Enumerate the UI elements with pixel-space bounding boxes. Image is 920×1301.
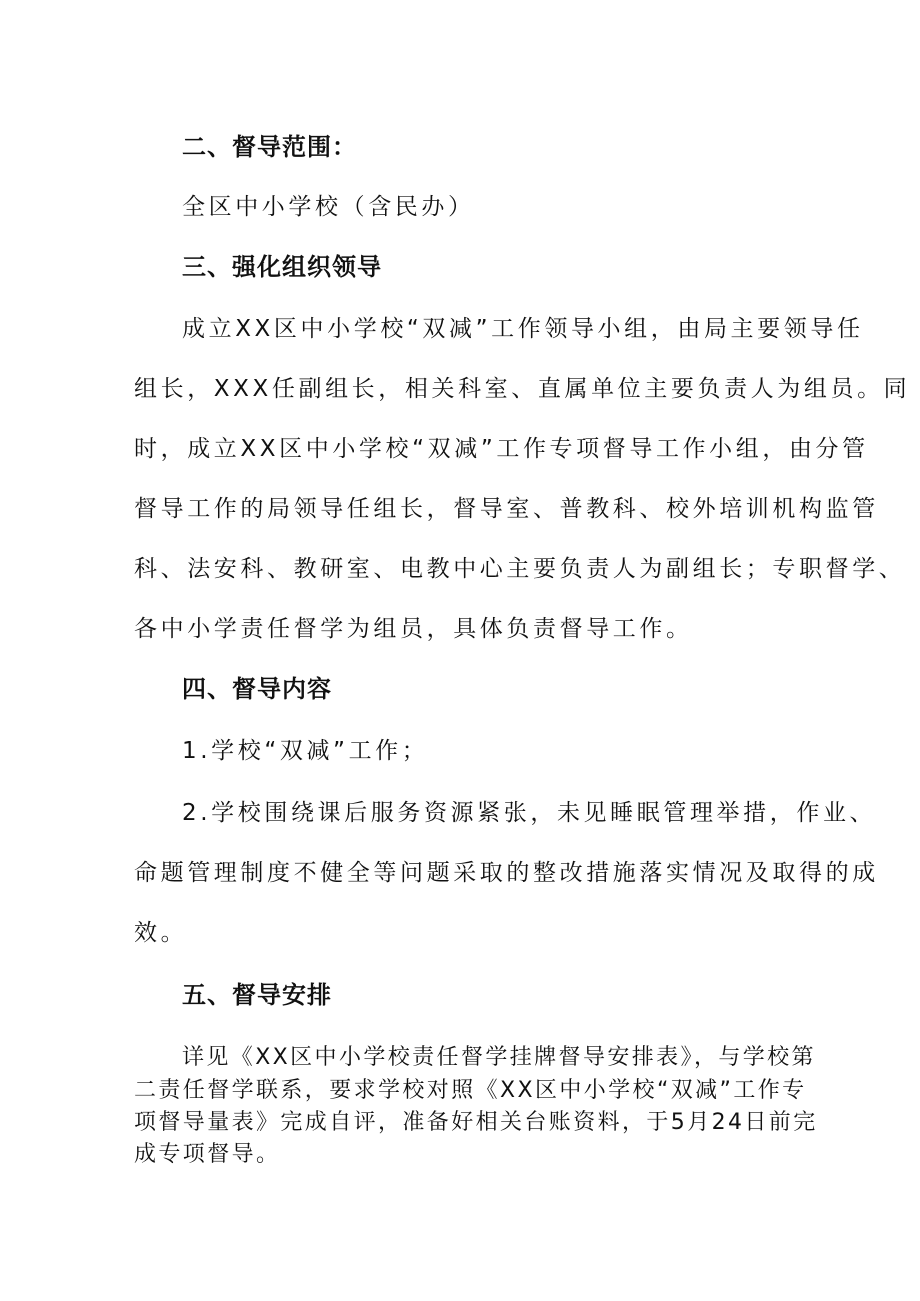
section3-line: 科、法安科、教研室、电教中心主要负责人为副组长；专职督学、: [134, 556, 906, 582]
section5-heading: 五、督导安排: [182, 981, 332, 1009]
section5-line: 二责任督学联系，要求学校对照《XX区中小学校“双减”工作专: [134, 1078, 807, 1103]
section3-line: 时，成立XX区中小学校“双减”工作专项督导工作小组，由分管: [134, 436, 869, 462]
section5-line: 项督导量表》完成自评，准备好相关台账资料，于5月24日前完: [134, 1110, 818, 1135]
section4-item2-line: 效。: [134, 920, 188, 946]
section3-line: 成立XX区中小学校“双减”工作领导小组，由局主要领导任: [182, 316, 864, 342]
section3-heading: 三、强化组织领导: [182, 253, 382, 281]
section3-line: 各中小学责任督学为组员，具体负责督导工作。: [134, 616, 693, 642]
section5-line: 详见《XX区中小学校责任督学挂牌督导安排表》，与学校第: [182, 1045, 816, 1070]
section4-item2-line: 2.学校围绕课后服务资源紧张，未见睡眠管理举措，作业、: [182, 800, 877, 826]
section2-heading: 二、督导范围：: [182, 133, 357, 161]
section4-heading: 四、督导内容: [182, 675, 332, 703]
section4-item2-line: 命题管理制度不健全等问题采取的整改措施落实情况及取得的成: [134, 860, 879, 886]
section5-line: 成专项督导。: [134, 1142, 281, 1167]
section4-item1: 1.学校“双减”工作；: [182, 738, 429, 764]
section3-line: 组长，XXX任副组长，相关科室、直属单位主要负责人为组员。同: [134, 376, 911, 402]
section3-line: 督导工作的局领导任组长，督导室、普教科、校外培训机构监管: [134, 496, 879, 522]
section2-body: 全区中小学校（含民办）: [182, 194, 475, 220]
